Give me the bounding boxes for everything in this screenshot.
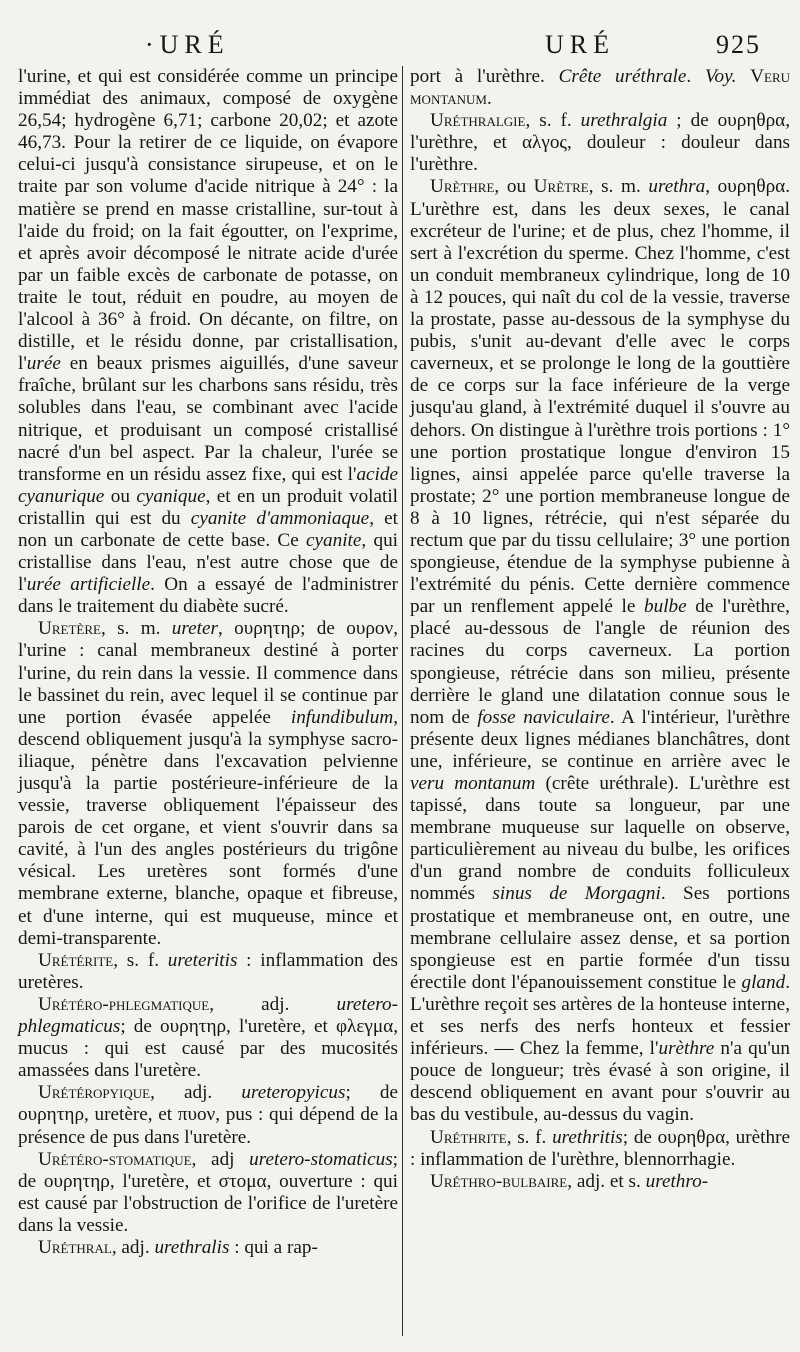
italic-term: sinus de Morgagni: [492, 883, 661, 905]
entry-text: , s. f.: [525, 110, 581, 132]
entry-text: , adj: [191, 1148, 250, 1170]
entry-text: ; de ουρητηρ, l'uretère, et στομα, ouverture : qui est causé par l'obstruction de l'orifice de l'uretère dans la vessie.: [18, 1148, 398, 1236]
entry-text: , s. f.: [506, 1126, 553, 1148]
entry-text: ou: [104, 485, 137, 507]
entry-text: , qui cristallise dans l'eau, n'est autre chose que de l': [18, 529, 398, 596]
entry-text: : inflammation des uretères.: [18, 949, 398, 993]
italic-term: infundibulum: [290, 706, 394, 728]
italic-term: ureteritis: [167, 949, 238, 971]
entry-text: . L'urèthre reçoit ses artères de la honteuse interne, et ses nerfs des nerfs honteux et fessier inférieurs. — Chez la femme, l': [410, 971, 790, 1060]
italic-term: Voy.: [704, 66, 737, 87]
entry-urethro-bulbaire: [410, 1171, 790, 1193]
column-divider: [402, 66, 403, 1336]
entry-text: port à l'urèthre.: [410, 66, 559, 87]
entry-urethrite: [410, 1127, 790, 1171]
left-column: [18, 66, 398, 1259]
entry-ureteropyique: [18, 1082, 398, 1148]
entry-ureterite: [18, 950, 398, 994]
entry-urethralgie: [410, 110, 790, 176]
italic-term: urèthre: [658, 1038, 715, 1060]
italic-term: urethra: [648, 176, 706, 198]
italic-term: urethritis: [552, 1126, 623, 1148]
entry-text: n'a qu'un pouce de longueur; très évasé à son origine, il descend obliquement en avant pour s'ouvrir au bas du vestibule, au-dessus du vagin.: [410, 1038, 790, 1126]
entry-text: l'urine, et qui est considérée comme un principe immédiat des animaux, composé de oxygène 26,54; hydrogène 6,71; carbone 20,02; et azote 46,73. Pour la retirer de ce liquide, on évapore celui-ci jusqu'à consistance sirupeuse, et on le traite par son volume d'acide nitrique à 24° : la matière se prend en masse cristalline, sur-tout à l'aide du froid; on la fait égoutter, on l'exprime, et après avoir décomposé le nitrate acide d'urée par un faible excès de carbonate de potasse, on traite le tout, réduit en poudre, au moyen de l'alcool à 36° à froid. On décante, on filtre, on distille, et le résidu donne, par cristallisation, l': [18, 66, 398, 375]
entry-ure-cont: [18, 66, 398, 618]
entry-text: ; de ουρηθρα, urèthre : inflammation de l'urèthre, blennorrhagie.: [410, 1126, 790, 1170]
entry-text: [736, 66, 750, 87]
entry-text: , adj. et s.: [567, 1170, 646, 1192]
entry-text: , s. m.: [588, 176, 649, 198]
entry-text: ; de ουρηθρα, l'urèthre, et αλγος, douleur : douleur dans l'urèthre.: [410, 110, 790, 176]
headword: Uretère: [38, 618, 101, 640]
headword: Uréthro-bulbaire: [430, 1170, 568, 1192]
entry-urethral: [18, 1237, 398, 1259]
entry-text: , ουρηθρα. L'urèthre est, dans les deux sexes, le canal excréteur de l'urine; et de plus, chez l'homme, il sert à l'excrétion du sperme. Chez l'homme, c'est un conduit membraneux cylindrique, long de 10 à 12 pouces, qui naît du col de la vessie, traverse la prostate, passe au-dessous de la symphyse du pubis, s'unit au-devant d'elle avec le corps caverneux, et se prolonge le long de la gouttière de ce corps sur la face inférieure de la verge jusqu'au gland, à l'extrémité duquel il s'ouvre au dehors. On distingue à l'urèthre trois portions : 1° une portion prostatique longue d'environ 15 lignes, ainsi appelée parce qu'elle traverse la prostate; 2° une portion membraneuse longue de 8 à 10 lignes, rétrécie, qui n'est séparée du rectum que par du tissu cellulaire; 3° une portion spongieuse, étendue de la symphyse pubienne à l'extrémité du pénis. Cette dernière commence par un renflement appelé le: [410, 176, 790, 618]
italic-term: cyanite: [306, 529, 362, 551]
entry-text: , s. f.: [113, 949, 168, 971]
right-column: [410, 66, 790, 1193]
italic-term: urée artificielle: [26, 574, 151, 596]
entry-text: . Ses portions prostatique et membraneuse ont, en outre, une membrane cellulaire assez dense, et sa portion spongieuse est en partie formée d'un tissu érectile dont l'épanouissement constitue le: [410, 883, 790, 993]
italic-term: veru montanum: [410, 773, 536, 794]
italic-term: Crête uréthrale: [558, 66, 687, 87]
italic-term: acide cyanurique: [18, 463, 398, 507]
headword: Veru montanum: [410, 66, 790, 110]
italic-term: cyanique: [136, 485, 206, 507]
italic-term: ureteropyicus: [241, 1082, 346, 1104]
entry-text: (crête uréthrale). L'urèthre est tapissé, dans toute sa longueur, par une membrane muqueuse sur laquelle on observe, particulièrement au niveau du bulbe, les orifices d'un grand nombre de conduits folliculeux nommés: [410, 773, 790, 905]
entry-text: .: [486, 88, 492, 110]
italic-term: ureter: [171, 618, 218, 640]
entry-urethre: [410, 176, 790, 1126]
entry-text: , s. m.: [100, 618, 172, 640]
entry-text: , ουρητηρ; de ουρον, l'urine : canal membraneux destiné à porter l'urine, du rein dans la vessie. Il commence dans le bassinet du rein, avec lequel il se continue par une portion évasée appelée: [18, 618, 398, 728]
italic-term: cyanite d'ammoniaque: [190, 507, 370, 529]
headword: Uréthrite: [430, 1126, 507, 1148]
entry-text: ; de ουρητηρ, l'uretère, et φλεγμα, mucus : qui est causé par des mucosités amassées dans l'uretère.: [18, 1016, 398, 1082]
entry-text: en beaux prismes aiguillés, d'une saveur fraîche, brûlant sur les charbons sans résidu, très solubles dans l'eau, se combinant avec l'acide nitrique, et produisant un composé cristallisé nacré d'un bel aspect. Par la chaleur, l'urée se transforme en un résidu assez fixe, qui est l': [18, 353, 398, 485]
entry-text: de l'urèthre, placé au-dessous de l'angle de réunion des racines du corps caverneux. La portion spongieuse, rétrécie dans son milieu, présente derrière le gland une dilatation connue sous le nom de: [410, 596, 790, 728]
italic-term: bulbe: [644, 596, 687, 618]
entry-text: , adj.: [150, 1082, 242, 1104]
headword: Urétéropyique: [38, 1082, 151, 1104]
headword: Urèthre: [430, 176, 495, 198]
headword: Urétéro-stomatique: [38, 1148, 192, 1170]
italic-term: fosse naviculaire: [477, 706, 610, 728]
italic-term: urethralis: [154, 1236, 230, 1258]
entry-text: , adj.: [209, 993, 337, 1015]
headword: Urétérite: [38, 949, 114, 971]
entry-uretero-phlegmatique: [18, 994, 398, 1082]
page-number: 925: [716, 30, 761, 59]
italic-term: uretero-phlegmaticus: [18, 993, 398, 1038]
entry-text: , descend obliquement jusqu'à la symphyse sacro-iliaque, pénètre dans l'excavation pelvienne jusqu'à la partie postérieure-inférieure de la vessie, traverse obliquement l'épaisseur des parois de cet organe, et vient s'ouvrir dans sa cavité, à l'un des angles postérieurs du trigône vésical. Les uretères sont formés d'une membrane externe, blanche, opaque et fibreuse, et d'une interne, qui est muqueuse, mince et demi-transparente.: [18, 706, 398, 949]
headword: Urètre: [533, 176, 589, 198]
headword: Uréthral: [38, 1236, 112, 1258]
entry-uretero-stomatique: [18, 1149, 398, 1237]
italic-term: urethro-: [645, 1170, 709, 1192]
entry-text: , adj.: [111, 1236, 155, 1258]
entry-text: ; de ουρητηρ, uretère, et πυον, pus : qui dépend de la présence de pus dans l'uretère.: [18, 1082, 398, 1148]
entry-uretere: [18, 618, 398, 949]
entry-text: .: [686, 66, 705, 87]
headword: Uréthralgie: [430, 110, 526, 132]
entry-text: . A l'intérieur, l'urèthre présente deux lignes médianes blanchâtres, dont une, inférieure, se continue en arrière avec le: [410, 706, 790, 772]
entry-text: , ou: [494, 176, 534, 198]
running-head-left: ·URÉ: [145, 30, 230, 59]
headword: Urétéro-phlegmatique: [38, 993, 210, 1015]
italic-term: gland: [741, 971, 786, 993]
entry-text: . On a essayé de l'administrer dans le traitement du diabète sucré.: [18, 574, 398, 618]
italic-term: urethralgia: [580, 110, 668, 132]
italic-term: uretero-stomaticus: [249, 1148, 393, 1170]
entry-text: , et non un carbonate de cette base. Ce: [18, 507, 398, 551]
entry-urethral-cont: [410, 66, 790, 110]
running-head-right: URÉ: [545, 30, 615, 59]
entry-text: : qui a rap-: [229, 1236, 318, 1258]
italic-term: urée: [26, 353, 61, 375]
entry-text: , et en un produit volatil cristallin qui est du: [18, 485, 398, 529]
